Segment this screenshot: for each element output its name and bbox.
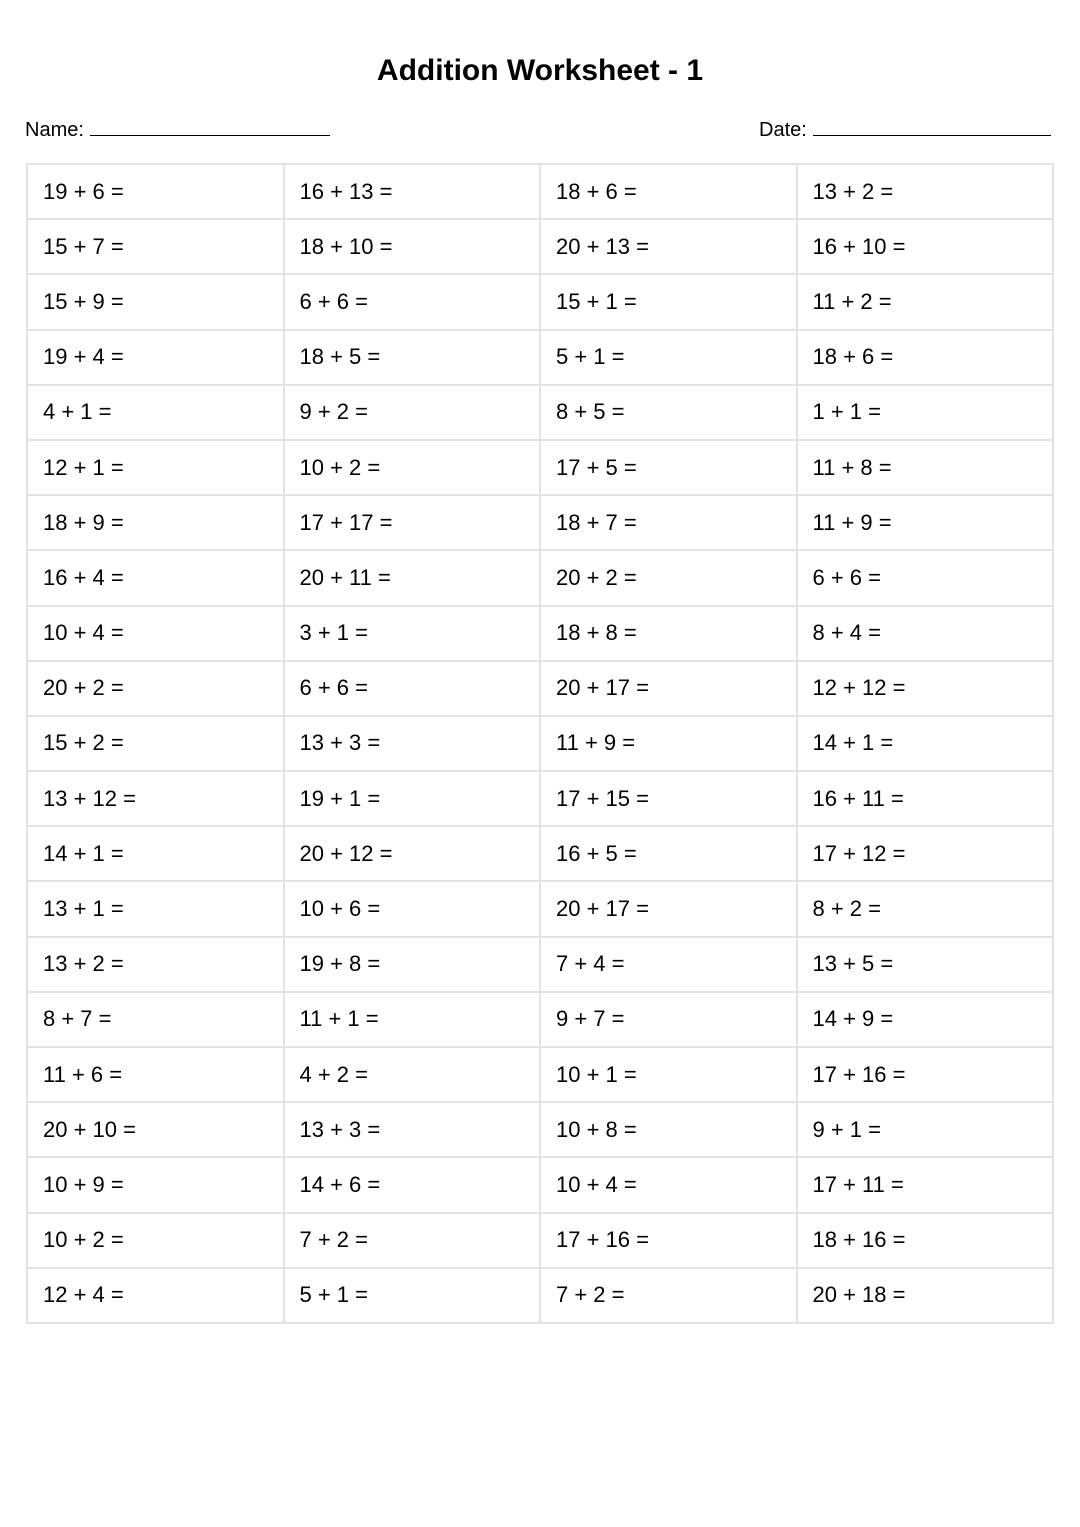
problem-cell: 16 + 10 = bbox=[797, 219, 1054, 274]
problem-cell: 8 + 5 = bbox=[540, 385, 797, 440]
problem-row bbox=[27, 992, 1053, 1047]
problem-cell: 10 + 9 = bbox=[27, 1157, 284, 1212]
problem-cell: 16 + 4 = bbox=[27, 550, 284, 605]
problem-row bbox=[27, 1157, 1053, 1212]
problem-cell: 19 + 4 = bbox=[27, 330, 284, 385]
problem-cell: 6 + 6 = bbox=[284, 274, 541, 329]
problem-row bbox=[27, 550, 1053, 605]
problem-cell: 18 + 7 = bbox=[540, 495, 797, 550]
problem-cell: 12 + 12 = bbox=[797, 661, 1054, 716]
problem-grid bbox=[26, 163, 1054, 1324]
problem-cell: 19 + 8 = bbox=[284, 937, 541, 992]
problem-cell: 17 + 11 = bbox=[797, 1157, 1054, 1212]
problem-cell: 17 + 16 = bbox=[540, 1213, 797, 1268]
problem-cell: 9 + 2 = bbox=[284, 385, 541, 440]
problem-cell: 18 + 9 = bbox=[27, 495, 284, 550]
problem-cell: 1 + 1 = bbox=[797, 385, 1054, 440]
problem-cell: 10 + 2 = bbox=[27, 1213, 284, 1268]
problem-cell: 11 + 1 = bbox=[284, 992, 541, 1047]
name-label: Name: bbox=[25, 119, 84, 141]
problem-row bbox=[27, 606, 1053, 661]
problem-row bbox=[27, 661, 1053, 716]
problem-cell: 13 + 2 = bbox=[27, 937, 284, 992]
problem-cell: 4 + 1 = bbox=[27, 385, 284, 440]
problem-cell: 20 + 2 = bbox=[540, 550, 797, 605]
problem-cell: 13 + 1 = bbox=[27, 881, 284, 936]
problem-cell: 5 + 1 = bbox=[540, 330, 797, 385]
problem-row bbox=[27, 1213, 1053, 1268]
problem-cell: 16 + 13 = bbox=[284, 164, 541, 219]
problem-cell: 8 + 2 = bbox=[797, 881, 1054, 936]
problem-cell: 13 + 12 = bbox=[27, 771, 284, 826]
date-blank-line[interactable] bbox=[813, 115, 1051, 136]
problem-cell: 14 + 6 = bbox=[284, 1157, 541, 1212]
problem-cell: 6 + 6 = bbox=[797, 550, 1054, 605]
problem-cell: 10 + 4 = bbox=[27, 606, 284, 661]
problem-cell: 11 + 2 = bbox=[797, 274, 1054, 329]
problem-cell: 7 + 2 = bbox=[284, 1213, 541, 1268]
date-label: Date: bbox=[759, 119, 807, 141]
problem-cell: 10 + 1 = bbox=[540, 1047, 797, 1102]
problem-cell: 18 + 10 = bbox=[284, 219, 541, 274]
problem-cell: 13 + 3 = bbox=[284, 716, 541, 771]
problem-cell: 17 + 5 = bbox=[540, 440, 797, 495]
problem-cell: 18 + 6 = bbox=[540, 164, 797, 219]
problem-cell: 18 + 8 = bbox=[540, 606, 797, 661]
problem-cell: 20 + 11 = bbox=[284, 550, 541, 605]
problem-cell: 15 + 9 = bbox=[27, 274, 284, 329]
problem-cell: 14 + 1 = bbox=[797, 716, 1054, 771]
problem-cell: 13 + 5 = bbox=[797, 937, 1054, 992]
problem-cell: 15 + 2 = bbox=[27, 716, 284, 771]
problem-cell: 3 + 1 = bbox=[284, 606, 541, 661]
problem-cell: 17 + 15 = bbox=[540, 771, 797, 826]
problem-cell: 20 + 18 = bbox=[797, 1268, 1054, 1323]
problem-cell: 15 + 1 = bbox=[540, 274, 797, 329]
problem-row bbox=[27, 440, 1053, 495]
problem-cell: 13 + 3 = bbox=[284, 1102, 541, 1157]
problem-cell: 12 + 4 = bbox=[27, 1268, 284, 1323]
problem-cell: 17 + 16 = bbox=[797, 1047, 1054, 1102]
problem-row bbox=[27, 385, 1053, 440]
problem-cell: 19 + 1 = bbox=[284, 771, 541, 826]
page-title: Addition Worksheet - 1 bbox=[376, 54, 704, 87]
problem-cell: 11 + 9 = bbox=[797, 495, 1054, 550]
problem-cell: 17 + 12 = bbox=[797, 826, 1054, 881]
name-blank-line[interactable] bbox=[90, 115, 330, 136]
problem-grid-body bbox=[27, 164, 1053, 1323]
problem-cell: 9 + 1 = bbox=[797, 1102, 1054, 1157]
problem-cell: 7 + 4 = bbox=[540, 937, 797, 992]
name-field[interactable] bbox=[25, 115, 330, 142]
problem-cell: 9 + 7 = bbox=[540, 992, 797, 1047]
problem-row bbox=[27, 826, 1053, 881]
problem-cell: 10 + 4 = bbox=[540, 1157, 797, 1212]
problem-cell: 7 + 2 = bbox=[540, 1268, 797, 1323]
problem-cell: 13 + 2 = bbox=[797, 164, 1054, 219]
problem-cell: 12 + 1 = bbox=[27, 440, 284, 495]
problem-row bbox=[27, 1047, 1053, 1102]
problem-cell: 8 + 7 = bbox=[27, 992, 284, 1047]
problem-row bbox=[27, 881, 1053, 936]
problem-row bbox=[27, 716, 1053, 771]
problem-cell: 11 + 8 = bbox=[797, 440, 1054, 495]
problem-row bbox=[27, 1102, 1053, 1157]
problem-cell: 14 + 1 = bbox=[27, 826, 284, 881]
problem-cell: 11 + 6 = bbox=[27, 1047, 284, 1102]
problem-cell: 6 + 6 = bbox=[284, 661, 541, 716]
problem-row bbox=[27, 330, 1053, 385]
problem-cell: 20 + 12 = bbox=[284, 826, 541, 881]
problem-cell: 20 + 17 = bbox=[540, 661, 797, 716]
problem-cell: 19 + 6 = bbox=[27, 164, 284, 219]
problem-cell: 8 + 4 = bbox=[797, 606, 1054, 661]
problem-cell: 16 + 11 = bbox=[797, 771, 1054, 826]
problem-cell: 20 + 2 = bbox=[27, 661, 284, 716]
problem-cell: 17 + 17 = bbox=[284, 495, 541, 550]
problem-row bbox=[27, 274, 1053, 329]
problem-cell: 16 + 5 = bbox=[540, 826, 797, 881]
problem-cell: 18 + 5 = bbox=[284, 330, 541, 385]
problem-cell: 15 + 7 = bbox=[27, 219, 284, 274]
problem-cell: 10 + 8 = bbox=[540, 1102, 797, 1157]
problem-cell: 18 + 6 = bbox=[797, 330, 1054, 385]
problem-cell: 18 + 16 = bbox=[797, 1213, 1054, 1268]
problem-row bbox=[27, 164, 1053, 219]
problem-cell: 10 + 2 = bbox=[284, 440, 541, 495]
problem-row bbox=[27, 495, 1053, 550]
problem-cell: 14 + 9 = bbox=[797, 992, 1054, 1047]
problem-row bbox=[27, 219, 1053, 274]
problem-cell: 4 + 2 = bbox=[284, 1047, 541, 1102]
problem-cell: 20 + 13 = bbox=[540, 219, 797, 274]
problem-cell: 11 + 9 = bbox=[540, 716, 797, 771]
problem-cell: 20 + 10 = bbox=[27, 1102, 284, 1157]
problem-cell: 10 + 6 = bbox=[284, 881, 541, 936]
problem-cell: 20 + 17 = bbox=[540, 881, 797, 936]
problem-row bbox=[27, 771, 1053, 826]
problem-row bbox=[27, 937, 1053, 992]
problem-row bbox=[27, 1268, 1053, 1323]
date-field[interactable] bbox=[759, 115, 1051, 142]
problem-cell: 5 + 1 = bbox=[284, 1268, 541, 1323]
